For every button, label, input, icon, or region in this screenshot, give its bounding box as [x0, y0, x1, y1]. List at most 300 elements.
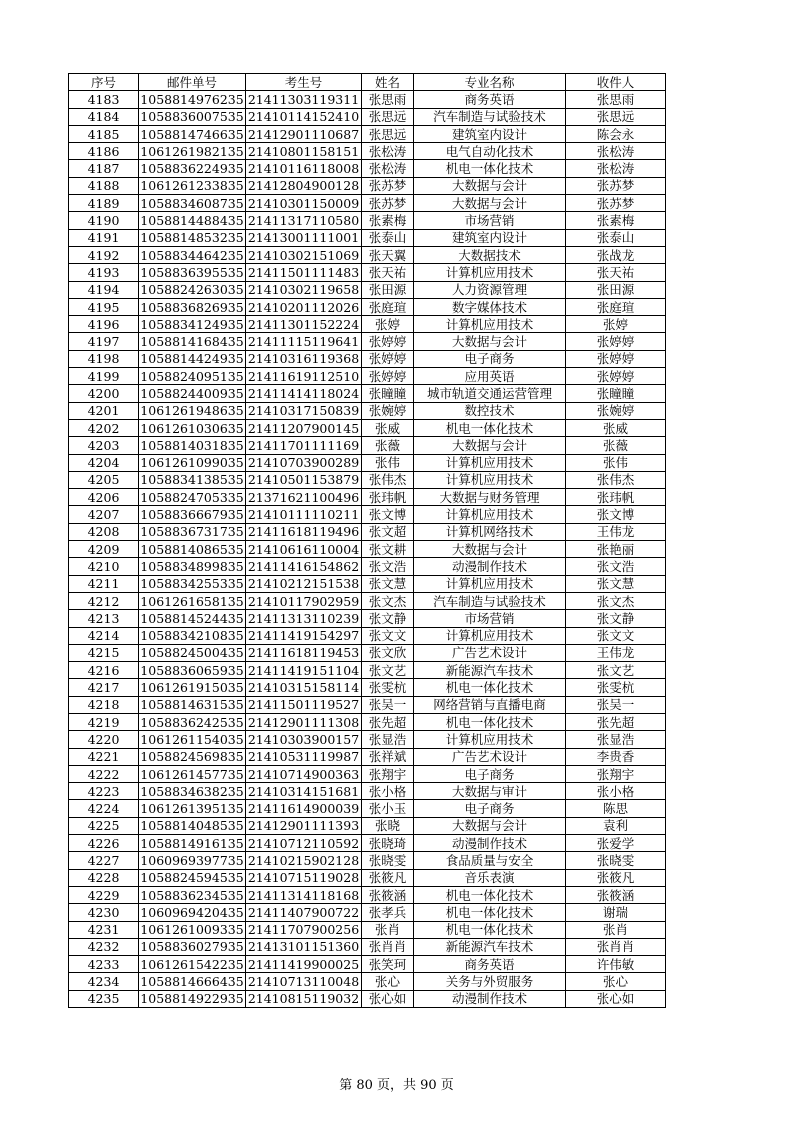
table-row — [69, 713, 666, 730]
cell-index: 4235 — [69, 990, 139, 1007]
cell-recipient: 李贵香 — [566, 748, 666, 765]
table-row — [69, 731, 666, 748]
cell-recipient: 张苏梦 — [566, 195, 666, 212]
cell-recipient: 张翔宇 — [566, 765, 666, 782]
cell-exam-number: 21411618119453 — [246, 644, 362, 661]
cell-major: 机电一体化技术 — [414, 886, 566, 903]
cell-exam-number: 21410713110048 — [246, 973, 362, 990]
cell-index: 4191 — [69, 229, 139, 246]
cell-tracking-number: 1061261154035 — [140, 731, 244, 747]
cell-index: 4224 — [69, 800, 139, 817]
cell-index: 4203 — [69, 437, 139, 454]
cell-recipient: 张文杰 — [566, 592, 666, 609]
cell-major: 音乐表演 — [414, 869, 566, 886]
cell-exam-number: 21411419154297 — [246, 627, 362, 644]
cell-recipient: 张先超 — [566, 713, 666, 730]
cell-tracking-number: 1058824594535 — [140, 870, 244, 886]
cell-exam-number: 21412804900128 — [246, 177, 362, 194]
cell-tracking-number: 1058834124935 — [140, 316, 244, 332]
cell-recipient: 张婷婷 — [566, 368, 666, 385]
table-row — [69, 904, 666, 921]
cell-major: 机电一体化技术 — [414, 713, 566, 730]
cell-tracking-number: 1058824500435 — [140, 645, 244, 661]
cell-index: 4222 — [69, 765, 139, 782]
header-name: 姓名 — [362, 74, 414, 91]
cell-exam-number: 21410315158114 — [246, 679, 362, 696]
cell-index: 4212 — [69, 592, 139, 609]
cell-index: 4216 — [69, 662, 139, 679]
cell-tracking-number: 1060969397735 — [140, 853, 244, 868]
cell-index: 4190 — [69, 212, 139, 229]
cell-name: 张庭瑄 — [362, 298, 414, 315]
cell-name: 张小玉 — [362, 800, 414, 817]
cell-tracking-number: 1058814631535 — [140, 697, 244, 713]
cell-index: 4225 — [69, 817, 139, 834]
table-row — [69, 696, 666, 713]
table-row — [69, 333, 666, 350]
cell-major: 建筑室内设计 — [414, 125, 566, 142]
cell-recipient: 张吴一 — [566, 696, 666, 713]
cell-major: 数字媒体技术 — [414, 298, 566, 315]
table-row — [69, 783, 666, 800]
cell-recipient: 陈会永 — [566, 125, 666, 142]
cell-major: 汽车制造与试验技术 — [414, 108, 566, 125]
cell-index: 4217 — [69, 679, 139, 696]
cell-name: 张田源 — [362, 281, 414, 298]
table-row — [69, 160, 666, 177]
cell-exam-number: 21411701111169 — [246, 437, 362, 454]
table-row — [69, 143, 666, 160]
cell-recipient: 张思远 — [566, 108, 666, 125]
cell-tracking-number: 1061261099035 — [140, 455, 244, 471]
cell-tracking-number: 1058814424935 — [140, 351, 244, 367]
cell-name: 张翔宇 — [362, 765, 414, 782]
cell-major: 城市轨道交通运营管理 — [414, 385, 566, 402]
table-row — [69, 869, 666, 886]
cell-major: 大数据与会计 — [414, 437, 566, 454]
cell-major: 电气自动化技术 — [414, 143, 566, 160]
cell-recipient: 张小格 — [566, 783, 666, 800]
cell-major: 网络营销与直播电商 — [414, 696, 566, 713]
cell-major: 市场营销 — [414, 610, 566, 627]
cell-exam-number: 21411614900039 — [246, 800, 362, 817]
cell-name: 张小格 — [362, 783, 414, 800]
cell-tracking-number: 1058834138535 — [140, 472, 244, 488]
cell-name: 张薇 — [362, 437, 414, 454]
cell-exam-number: 21410501153879 — [246, 471, 362, 488]
cell-index: 4194 — [69, 281, 139, 298]
cell-name: 张文静 — [362, 610, 414, 627]
cell-tracking-number: 1058836395535 — [140, 264, 244, 280]
cell-tracking-number: 1060969420435 — [140, 904, 244, 920]
cell-name: 张文艺 — [362, 662, 414, 679]
cell-exam-number: 21410703900289 — [246, 454, 362, 471]
cell-recipient: 张心如 — [566, 990, 666, 1007]
cell-name: 张文欣 — [362, 644, 414, 661]
cell-major: 计算机应用技术 — [414, 627, 566, 644]
table-row — [69, 886, 666, 903]
cell-index: 4208 — [69, 523, 139, 540]
cell-tracking-number: 1058836007535 — [140, 109, 244, 125]
cell-tracking-number: 1058836027935 — [140, 939, 244, 955]
cell-recipient: 张玮帆 — [566, 489, 666, 506]
cell-name: 张素梅 — [362, 212, 414, 229]
cell-name: 张文博 — [362, 506, 414, 523]
cell-exam-number: 21413101151360 — [246, 938, 362, 955]
cell-name: 张天祐 — [362, 264, 414, 281]
cell-name: 张文超 — [362, 523, 414, 540]
mail-table — [68, 73, 666, 1008]
cell-recipient: 张筱凡 — [566, 869, 666, 886]
table-row — [69, 281, 666, 298]
cell-major: 大数据与会计 — [414, 817, 566, 834]
cell-recipient: 张文艺 — [566, 662, 666, 679]
cell-recipient: 张松涛 — [566, 160, 666, 177]
cell-exam-number: 21411618119496 — [246, 523, 362, 540]
cell-tracking-number: 1061261982135 — [140, 143, 244, 159]
header-exam-number: 考生号 — [246, 74, 362, 91]
cell-index: 4231 — [69, 921, 139, 938]
cell-index: 4195 — [69, 298, 139, 315]
cell-recipient: 张威 — [566, 419, 666, 436]
cell-recipient: 张婷婷 — [566, 333, 666, 350]
table-row — [69, 765, 666, 782]
cell-major: 计算机应用技术 — [414, 731, 566, 748]
cell-exam-number: 21410215902128 — [246, 852, 362, 869]
cell-name: 张晓 — [362, 817, 414, 834]
cell-index: 4202 — [69, 419, 139, 436]
cell-major: 人力资源管理 — [414, 281, 566, 298]
table-row — [69, 973, 666, 990]
cell-exam-number: 21412901111308 — [246, 713, 362, 730]
header-tracking-number: 邮件单号 — [139, 74, 246, 91]
cell-exam-number: 21410302151069 — [246, 246, 362, 263]
cell-recipient: 张文浩 — [566, 558, 666, 575]
cell-name: 张玮帆 — [362, 489, 414, 506]
cell-name: 张泰山 — [362, 229, 414, 246]
cell-index: 4232 — [69, 938, 139, 955]
cell-index: 4185 — [69, 125, 139, 142]
table-header-row — [69, 74, 666, 91]
cell-exam-number: 21411303119311 — [246, 91, 362, 108]
cell-index: 4188 — [69, 177, 139, 194]
table-row — [69, 817, 666, 834]
cell-major: 关务与外贸服务 — [414, 973, 566, 990]
cell-index: 4193 — [69, 264, 139, 281]
cell-index: 4220 — [69, 731, 139, 748]
cell-name: 张思雨 — [362, 91, 414, 108]
cell-tracking-number: 1058834638235 — [140, 783, 244, 799]
header-recipient: 收件人 — [566, 74, 666, 91]
table-row — [69, 541, 666, 558]
table-row — [69, 246, 666, 263]
cell-recipient: 张薇 — [566, 437, 666, 454]
cell-recipient: 许伟敏 — [566, 956, 666, 973]
cell-exam-number: 21410316119368 — [246, 350, 362, 367]
cell-recipient: 张婷婷 — [566, 350, 666, 367]
cell-index: 4200 — [69, 385, 139, 402]
cell-major: 计算机应用技术 — [414, 316, 566, 333]
table-row — [69, 835, 666, 852]
cell-recipient: 王伟龙 — [566, 523, 666, 540]
cell-major: 电子商务 — [414, 350, 566, 367]
cell-index: 4226 — [69, 835, 139, 852]
cell-name: 张威 — [362, 419, 414, 436]
cell-tracking-number: 1058814976235 — [140, 91, 244, 107]
cell-major: 市场营销 — [414, 212, 566, 229]
cell-recipient: 张伟 — [566, 454, 666, 471]
cell-exam-number: 21411407900722 — [246, 904, 362, 921]
cell-index: 4205 — [69, 471, 139, 488]
cell-major: 食品质量与安全 — [414, 852, 566, 869]
cell-exam-number: 21410531119987 — [246, 748, 362, 765]
cell-recipient: 张天祐 — [566, 264, 666, 281]
cell-exam-number: 21371621100496 — [246, 489, 362, 506]
cell-exam-number: 21410815119032 — [246, 990, 362, 1007]
cell-recipient: 张伟杰 — [566, 471, 666, 488]
table-row — [69, 489, 666, 506]
cell-name: 张婷 — [362, 316, 414, 333]
cell-exam-number: 21411619112510 — [246, 368, 362, 385]
cell-exam-number: 21411314118168 — [246, 886, 362, 903]
cell-major: 大数据与会计 — [414, 177, 566, 194]
cell-major: 电子商务 — [414, 765, 566, 782]
cell-recipient: 袁利 — [566, 817, 666, 834]
cell-name: 张文浩 — [362, 558, 414, 575]
cell-name: 张松涛 — [362, 143, 414, 160]
table-row — [69, 298, 666, 315]
cell-tracking-number: 1061261030635 — [140, 420, 244, 436]
cell-major: 广告艺术设计 — [414, 748, 566, 765]
cell-recipient: 张田源 — [566, 281, 666, 298]
table-body — [69, 91, 666, 1008]
cell-tracking-number: 1061261457735 — [140, 766, 244, 782]
cell-major: 汽车制造与试验技术 — [414, 592, 566, 609]
table-row — [69, 91, 666, 108]
cell-exam-number: 21410715119028 — [246, 869, 362, 886]
cell-tracking-number: 1058814853235 — [140, 230, 244, 246]
cell-name: 张伟 — [362, 454, 414, 471]
cell-major: 大数据与财务管理 — [414, 489, 566, 506]
cell-exam-number: 21411115119641 — [246, 333, 362, 350]
cell-exam-number: 21410301150009 — [246, 195, 362, 212]
cell-major: 动漫制作技术 — [414, 835, 566, 852]
cell-name: 张天翼 — [362, 246, 414, 263]
cell-exam-number: 21411501119527 — [246, 696, 362, 713]
cell-name: 张雯杭 — [362, 679, 414, 696]
cell-exam-number: 21410212151538 — [246, 575, 362, 592]
cell-exam-number: 21410303900157 — [246, 731, 362, 748]
table-row — [69, 108, 666, 125]
cell-index: 4197 — [69, 333, 139, 350]
table-row — [69, 938, 666, 955]
cell-major: 建筑室内设计 — [414, 229, 566, 246]
cell-recipient: 张雯杭 — [566, 679, 666, 696]
cell-major: 动漫制作技术 — [414, 990, 566, 1007]
cell-major: 大数据与会计 — [414, 333, 566, 350]
cell-major: 计算机网络技术 — [414, 523, 566, 540]
cell-tracking-number: 1058814524435 — [140, 610, 244, 626]
cell-tracking-number: 1058834608735 — [140, 195, 244, 211]
cell-recipient: 张婷 — [566, 316, 666, 333]
cell-exam-number: 21410317150839 — [246, 402, 362, 419]
cell-name: 张伟杰 — [362, 471, 414, 488]
table-row — [69, 679, 666, 696]
page-footer: 第 80 页，共 90 页 — [339, 1078, 454, 1093]
cell-tracking-number: 1061261542235 — [140, 956, 244, 972]
cell-index: 4223 — [69, 783, 139, 800]
cell-recipient: 张思雨 — [566, 91, 666, 108]
cell-index: 4207 — [69, 506, 139, 523]
cell-tracking-number: 1058824569835 — [140, 749, 244, 765]
table-row — [69, 748, 666, 765]
cell-recipient: 张泰山 — [566, 229, 666, 246]
cell-major: 应用英语 — [414, 368, 566, 385]
cell-recipient: 张文慧 — [566, 575, 666, 592]
cell-exam-number: 21413001111001 — [246, 229, 362, 246]
cell-major: 机电一体化技术 — [414, 160, 566, 177]
cell-exam-number: 21411416154862 — [246, 558, 362, 575]
cell-recipient: 张婉婷 — [566, 402, 666, 419]
cell-recipient: 张文文 — [566, 627, 666, 644]
cell-name: 张瞳瞳 — [362, 385, 414, 402]
table-row — [69, 419, 666, 436]
table-row — [69, 575, 666, 592]
cell-index: 4184 — [69, 108, 139, 125]
cell-name: 张苏梦 — [362, 177, 414, 194]
cell-tracking-number: 1061261395135 — [140, 801, 244, 817]
cell-tracking-number: 1058836065935 — [140, 662, 244, 678]
cell-major: 计算机应用技术 — [414, 506, 566, 523]
cell-tracking-number: 1058836731735 — [140, 524, 244, 540]
table-row — [69, 350, 666, 367]
cell-recipient: 张苏梦 — [566, 177, 666, 194]
cell-index: 4234 — [69, 973, 139, 990]
cell-exam-number: 21411707900256 — [246, 921, 362, 938]
cell-name: 张婷婷 — [362, 368, 414, 385]
cell-recipient: 张肖 — [566, 921, 666, 938]
cell-tracking-number: 1058814048535 — [140, 818, 244, 834]
cell-exam-number: 21410712110592 — [246, 835, 362, 852]
cell-index: 4221 — [69, 748, 139, 765]
table-row — [69, 852, 666, 869]
table-row — [69, 800, 666, 817]
cell-exam-number: 21410801158151 — [246, 143, 362, 160]
cell-recipient: 张显浩 — [566, 731, 666, 748]
cell-exam-number: 21411419900025 — [246, 956, 362, 973]
cell-index: 4206 — [69, 489, 139, 506]
cell-name: 张婷婷 — [362, 350, 414, 367]
cell-major: 机电一体化技术 — [414, 679, 566, 696]
cell-name: 张笑珂 — [362, 956, 414, 973]
cell-index: 4201 — [69, 402, 139, 419]
cell-name: 张吴一 — [362, 696, 414, 713]
header-index: 序号 — [69, 74, 139, 91]
table-row — [69, 368, 666, 385]
cell-recipient: 王伟龙 — [566, 644, 666, 661]
cell-exam-number: 21411317110580 — [246, 212, 362, 229]
table-row — [69, 471, 666, 488]
cell-exam-number: 21412901110687 — [246, 125, 362, 142]
cell-major: 商务英语 — [414, 956, 566, 973]
cell-index: 4209 — [69, 541, 139, 558]
cell-exam-number: 21410714900363 — [246, 765, 362, 782]
table-row — [69, 177, 666, 194]
cell-name: 张文慧 — [362, 575, 414, 592]
cell-index: 4186 — [69, 143, 139, 160]
cell-recipient: 张筱涵 — [566, 886, 666, 903]
cell-name: 张松涛 — [362, 160, 414, 177]
table-row — [69, 454, 666, 471]
cell-recipient: 陈思 — [566, 800, 666, 817]
cell-major: 计算机应用技术 — [414, 264, 566, 281]
cell-major: 大数据与会计 — [414, 541, 566, 558]
header-major: 专业名称 — [414, 74, 566, 91]
cell-name: 张显浩 — [362, 731, 414, 748]
cell-recipient: 张文博 — [566, 506, 666, 523]
cell-exam-number: 21410302119658 — [246, 281, 362, 298]
cell-tracking-number: 1061261009335 — [140, 922, 244, 938]
cell-recipient: 张艳丽 — [566, 541, 666, 558]
cell-index: 4211 — [69, 575, 139, 592]
cell-recipient: 张素梅 — [566, 212, 666, 229]
cell-index: 4228 — [69, 869, 139, 886]
table-row — [69, 644, 666, 661]
cell-name: 张文杰 — [362, 592, 414, 609]
cell-tracking-number: 1058824095135 — [140, 368, 244, 384]
cell-name: 张孝兵 — [362, 904, 414, 921]
cell-tracking-number: 1058836224935 — [140, 161, 244, 177]
cell-index: 4196 — [69, 316, 139, 333]
cell-tracking-number: 1061261915035 — [140, 680, 244, 696]
cell-tracking-number: 1058824705335 — [140, 489, 244, 505]
cell-tracking-number: 1058836234535 — [140, 887, 244, 903]
cell-exam-number: 21412901111393 — [246, 817, 362, 834]
cell-tracking-number: 1058814168435 — [140, 334, 244, 350]
cell-index: 4183 — [69, 91, 139, 108]
cell-index: 4204 — [69, 454, 139, 471]
cell-recipient: 张晓雯 — [566, 852, 666, 869]
cell-exam-number: 21411207900145 — [246, 419, 362, 436]
cell-tracking-number: 1058824263035 — [140, 282, 244, 298]
cell-exam-number: 21410114152410 — [246, 108, 362, 125]
cell-recipient: 张战龙 — [566, 246, 666, 263]
table-row — [69, 506, 666, 523]
cell-name: 张筱涵 — [362, 886, 414, 903]
table-row — [69, 125, 666, 142]
cell-major: 计算机应用技术 — [414, 454, 566, 471]
cell-recipient: 张庭瑄 — [566, 298, 666, 315]
cell-major: 机电一体化技术 — [414, 904, 566, 921]
cell-major: 大数据与审计 — [414, 783, 566, 800]
cell-name: 张晓雯 — [362, 852, 414, 869]
cell-index: 4198 — [69, 350, 139, 367]
cell-tracking-number: 1058814086535 — [140, 541, 244, 557]
cell-exam-number: 21410616110004 — [246, 541, 362, 558]
cell-tracking-number: 1058834464235 — [140, 247, 244, 263]
cell-name: 张思远 — [362, 125, 414, 142]
cell-exam-number: 21411301152224 — [246, 316, 362, 333]
cell-exam-number: 21410201112026 — [246, 298, 362, 315]
cell-name: 张婷婷 — [362, 333, 414, 350]
cell-tracking-number: 1061261658135 — [140, 593, 244, 609]
cell-name: 张思远 — [362, 108, 414, 125]
table-row — [69, 990, 666, 1007]
table-row — [69, 610, 666, 627]
cell-major: 大数据技术 — [414, 246, 566, 263]
cell-major: 电子商务 — [414, 800, 566, 817]
cell-index: 4192 — [69, 246, 139, 263]
